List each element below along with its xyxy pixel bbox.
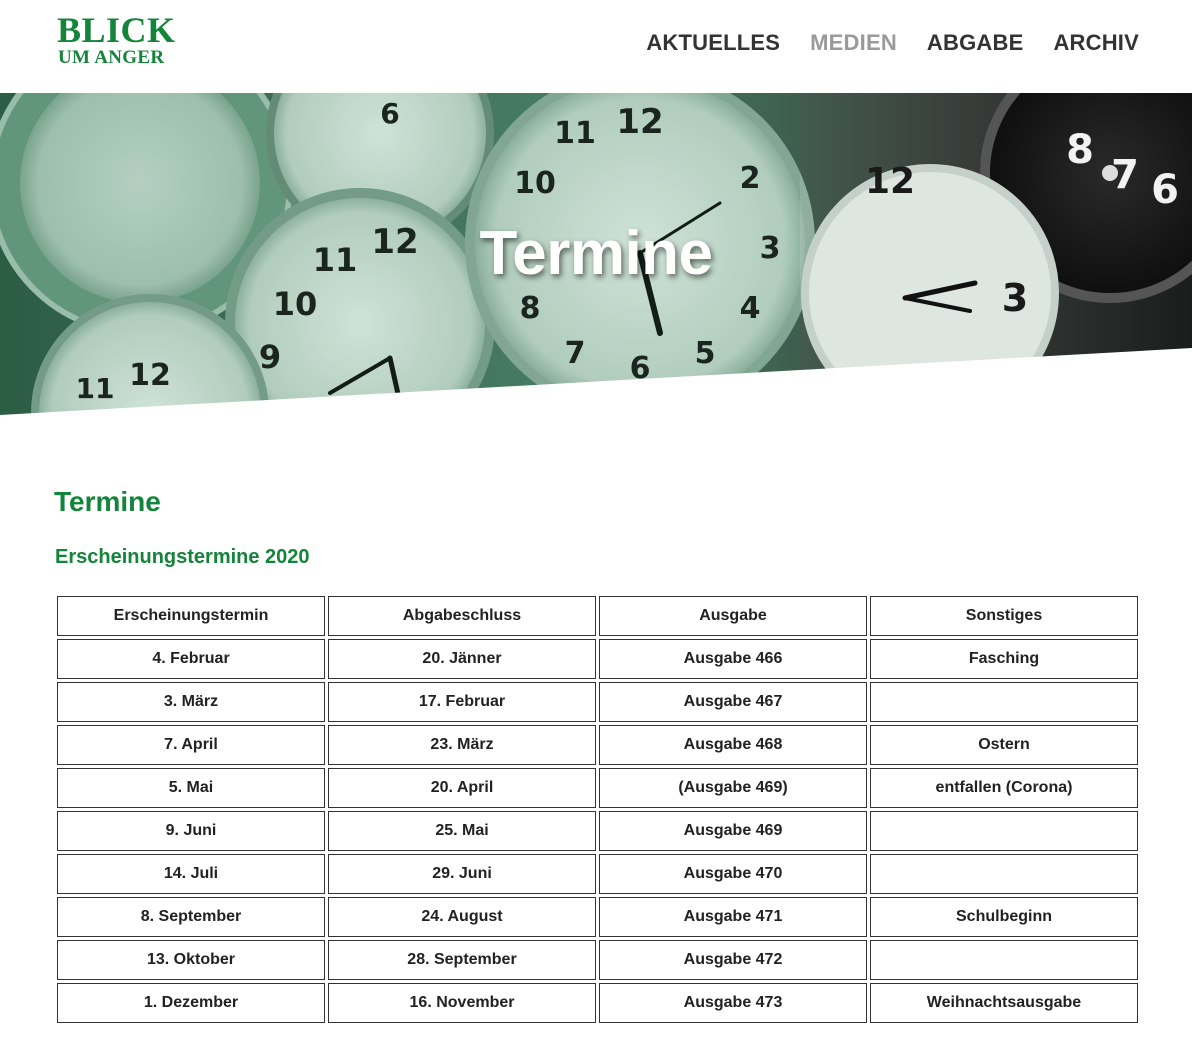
logo-text-top: BLICK	[57, 10, 176, 50]
table-cell: Ausgabe 471	[599, 897, 867, 937]
table-cell: Ausgabe 472	[599, 940, 867, 980]
table-cell: 4. Februar	[57, 639, 325, 679]
svg-text:7: 7	[1111, 152, 1139, 198]
column-header-sonstiges: Sonstiges	[870, 596, 1138, 636]
svg-text:5: 5	[694, 336, 716, 371]
table-cell: entfallen (Corona)	[870, 768, 1138, 808]
svg-text:12: 12	[129, 358, 171, 393]
table-cell: 9. Juni	[57, 811, 325, 851]
svg-text:10: 10	[272, 285, 318, 323]
table-cell: 5. Mai	[57, 768, 325, 808]
column-header-erscheinungstermin: Erscheinungstermin	[57, 596, 325, 636]
hero-title: Termine	[479, 219, 713, 288]
table-cell: 29. Juni	[328, 854, 596, 894]
table-cell	[870, 854, 1138, 894]
logo-text-bottom: UM ANGER	[58, 47, 165, 68]
table-header-row	[57, 596, 1138, 636]
table-row	[57, 725, 1138, 765]
table-cell: 3. März	[57, 682, 325, 722]
table-cell: Ausgabe 467	[599, 682, 867, 722]
schedule-table	[54, 593, 1141, 1026]
table-row	[57, 940, 1138, 980]
nav-item-aktuelles[interactable]: AKTUELLES	[646, 30, 781, 55]
table-cell: Ausgabe 469	[599, 811, 867, 851]
svg-text:8: 8	[1066, 127, 1094, 173]
table-row	[57, 811, 1138, 851]
nav-item-medien[interactable]: MEDIEN	[810, 30, 897, 55]
svg-text:6: 6	[1151, 167, 1179, 213]
column-header-ausgabe: Ausgabe	[599, 596, 867, 636]
table-cell: 23. März	[328, 725, 596, 765]
svg-text:11: 11	[312, 241, 358, 279]
table-cell: Ausgabe 470	[599, 854, 867, 894]
table-cell: Ausgabe 468	[599, 725, 867, 765]
table-cell: (Ausgabe 469)	[599, 768, 867, 808]
nav-item-abgabe[interactable]: ABGABE	[926, 30, 1024, 55]
table-cell: Ostern	[870, 725, 1138, 765]
table-cell: 8. September	[57, 897, 325, 937]
svg-text:11: 11	[75, 372, 115, 405]
svg-text:4: 4	[739, 291, 761, 326]
svg-text:12: 12	[371, 222, 419, 262]
nav-item-archiv[interactable]: ARCHIV	[1053, 30, 1139, 55]
table-cell: 16. November	[328, 983, 596, 1023]
table-cell	[870, 682, 1138, 722]
table-cell: 20. April	[328, 768, 596, 808]
table-cell: 24. August	[328, 897, 596, 937]
table-cell: 14. Juli	[57, 854, 325, 894]
table-row	[57, 897, 1138, 937]
svg-text:8: 8	[519, 291, 541, 326]
table-cell: Fasching	[870, 639, 1138, 679]
table-cell: 25. Mai	[328, 811, 596, 851]
svg-text:3: 3	[759, 231, 781, 266]
table-row	[57, 854, 1138, 894]
site-header	[0, 0, 1192, 93]
column-header-abgabeschluss: Abgabeschluss	[328, 596, 596, 636]
table-cell: 1. Dezember	[57, 983, 325, 1023]
svg-text:10: 10	[514, 166, 556, 201]
table-cell: 20. Jänner	[328, 639, 596, 679]
svg-text:3: 3	[1001, 276, 1029, 320]
svg-text:6: 6	[629, 351, 651, 386]
table-cell	[870, 811, 1138, 851]
table-cell: Weihnachtsausgabe	[870, 983, 1138, 1023]
page-title: Termine	[54, 486, 161, 517]
svg-text:12: 12	[616, 102, 664, 142]
table-cell: 28. September	[328, 940, 596, 980]
svg-text:11: 11	[554, 116, 596, 151]
table-cell	[870, 940, 1138, 980]
table-cell: 17. Februar	[328, 682, 596, 722]
table-row	[57, 682, 1138, 722]
svg-text:6: 6	[380, 97, 400, 130]
table-row	[57, 639, 1138, 679]
table-cell: Ausgabe 473	[599, 983, 867, 1023]
table-cell: Schulbeginn	[870, 897, 1138, 937]
svg-text:7: 7	[564, 336, 586, 371]
svg-text:9: 9	[258, 338, 282, 376]
table-row	[57, 983, 1138, 1023]
site-logo[interactable]	[57, 12, 176, 68]
table-cell: 7. April	[57, 725, 325, 765]
hero-banner	[0, 93, 1192, 415]
table-cell: Ausgabe 466	[599, 639, 867, 679]
main-nav	[646, 30, 1139, 56]
section-subtitle: Erscheinungstermine 2020	[55, 546, 310, 568]
table-cell: 13. Oktober	[57, 940, 325, 980]
svg-text:2: 2	[739, 161, 761, 196]
svg-text:12: 12	[864, 161, 916, 202]
table-row	[57, 768, 1138, 808]
